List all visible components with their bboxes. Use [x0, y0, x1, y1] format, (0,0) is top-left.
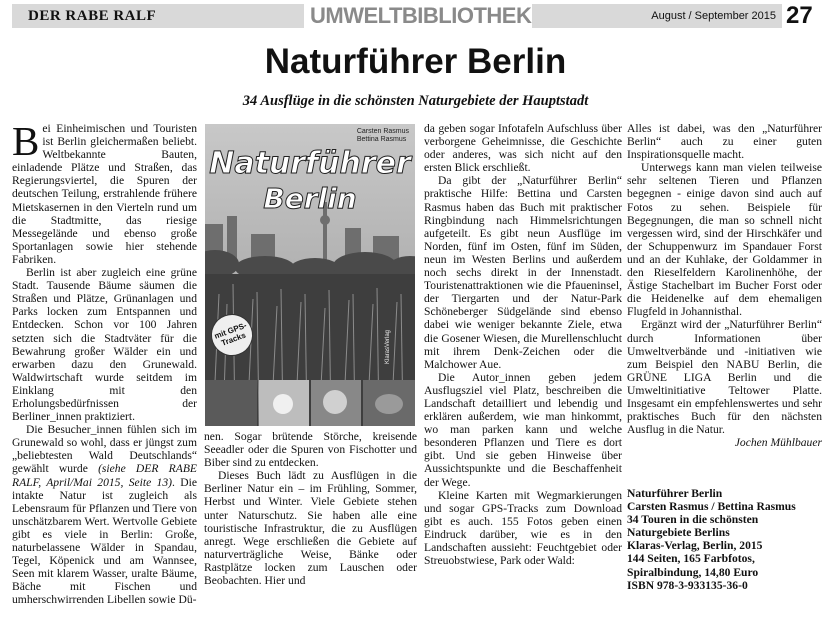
cover-title-line1: Naturführer — [209, 146, 411, 181]
book-title: Naturführer Berlin — [627, 487, 723, 500]
cross-reference: (siehe DER RABE RALF, April/Mai 2015, Seite 13) — [12, 462, 197, 489]
paragraph: da geben sogar Infotafeln Aufschluss über verborgene Geheimnisse, die Geschichte oder anderes, was sich nicht auf den ersten Blick erschließt. — [424, 122, 622, 175]
book-authors: Carsten Rasmus / Bettina Rasmus — [627, 500, 796, 514]
article-subtitle: 34 Ausflüge in die schönsten Naturgebiete der Hauptstadt — [242, 93, 589, 109]
author-signature: Jochen Mühlbauer — [734, 436, 822, 450]
paragraph: Da gibt der „Naturführer Berlin“ praktische Hilfe: Bettina und Carsten Rasmus haben das Buch mit praktischer Ringbindung nach Himmelsrichtungen aufgeteilt. Es gibt neun Ausflüge im Norden, fünf im Osten, fünf im Süden, neun im Westen Berlins und außerdem noch sechs direkt in der Innenstadt. Touristenattraktionen wie die Pfaueninsel, der Tiergarten und der Natur-Park Schöneberger Südgelände sind ebenso dabei wie weniger bekannte Ziele, etwa die Gosener Wiesen, die Murellenschlucht mit ihrem Denk-Zeichen oder die Malchower Aue. — [424, 174, 622, 371]
page-header — [0, 0, 831, 34]
paragraph — [12, 423, 197, 606]
article-column-4 — [627, 122, 822, 482]
paragraph: Ergänzt wird der „Naturführer Berlin“ durch Informationen über Umweltverbände und -initiativen wie zum Beispiel den NABU Berlin, die GRÜNE LIGA Berlin und die Umweltinitiative Teltower Platte. Insgesamt ein empfehlenswertes und sehr praktisches Buch für den nächsten Ausflug in die Natur. — [627, 318, 822, 437]
cover-title-line2: Berlin — [263, 182, 357, 215]
drop-cap: B — [12, 118, 40, 164]
paragraph: Dieses Buch lädt zu Ausflügen in die Berliner Natur ein – im Frühling, Sommer, Herbst und Winter. Viele Gebiete stehen unter Naturschutz. Sie haben alle eine touristische Infrastruktur, die zu Ausflügen anregt. Wege erschließen die Gebiete auf naturverträgliche Weise, Bänke oder Rastplätze locken zum Lauschen oder Beobachten. Hier und — [204, 469, 417, 588]
paragraph: Unterwegs kann man vielen teilweise sehr seltenen Tieren und Pflanzen begegnen - einige davon sind auch auf Fotos zu sehen. Beispiele für Begegnungen, die man so schnell nicht vergessen wird, sind der Hirschkäfer und der Schuppenwurz im Spandauer Forst und an der Kuhlake, der Goldammer in den Rieselfeldern Karolinenhöhe, der Ästige Stachelbart im Bucher Forst oder die Heidenelke auf dem ehemaligen Flugfeld in Johannisthal. — [627, 161, 822, 319]
book-details: 144 Seiten, 165 Farbfotos, Spiralbindung, 14,80 Euro — [627, 552, 759, 579]
article-column-3 — [424, 122, 622, 622]
cover-authors: Carsten Rasmus Bettina Rasmus — [356, 128, 409, 143]
paragraph: Alles ist dabei, was den „Naturführer Berlin“ auch zu einer guten Inspirationsquelle macht. — [627, 122, 822, 162]
paragraph: Berlin ist aber zugleich eine grüne Stadt. Tausende Bäume säumen die Straßen und Plätze, Grünanlagen und Parks locken zum Entspannen und Entdecken. Schon vor 100 Jahren setzten sich die Stadtväter für die Bewahrung großer Wälder ein und erwarben dazu den Grunewald. Waldwirtschaft wurde seitdem im Einklang mit den Erholungsbedürfnissen der Berliner_innen praktiziert. — [12, 266, 197, 424]
article-column-1 — [12, 118, 197, 622]
paragraph: Die Autor_innen geben jedem Ausflugsziel viel Platz, beschreiben die Landschaft detailliert und lebendig und erklären außerdem, wie man hinkommt, wo man parken kann und welche besonderen Pflanzen und Tiere es dort gibt. Und sie geben Hinweise über Aussichtspunkte und die Beschaffenheit der Wege. — [424, 370, 622, 489]
issue-date: August / September 2015 — [532, 4, 782, 28]
book-subtitle: 34 Touren in die schönsten Naturgebiete Berlins — [627, 513, 759, 540]
book-publisher: Klaras-Verlag, Berlin, 2015 — [627, 539, 763, 553]
book-isbn: ISBN 978-3-933135-36-0 — [627, 578, 748, 592]
article-column-2 — [204, 430, 417, 625]
paragraph: Kleine Karten mit Wegmarkierungen und sogar GPS-Tracks zum Download gibt es auch. 155 Fotos geben einen Eindruck darüber, wie es in den Landschaften aussieht: Feuchtgebiet oder Streuobstwiese, Park oder Wald: — [424, 488, 622, 568]
section-title: UMWELTBIBLIOTHEK — [310, 3, 532, 28]
page-number: 27 — [786, 2, 813, 29]
book-info — [627, 487, 822, 592]
paragraph-text: ei Einheimischen und Touristen ist Berlin gleichermaßen beliebt. Weltbekannte Bauten, einladende Plätze und Straßen, das Regierungsviertel, die Spuren der deutschen Teilung, erstrahlende frühere Mietskasernen in den Vierteln rund um die Stadtmitte, das riesige Messegelände und ebenso große Sportanlagen sowie hier stehende Fabriken. — [12, 122, 197, 266]
paragraph: nen. Sogar brütende Störche, kreisende Seeadler oder die Spuren von Fischotter und Biber sind zu entdecken. — [204, 430, 417, 470]
paragraph-text: Die Besucher_innen fühlen sich im Grunewald so wohl, dass er jüngst zum „beliebtesten Wald Deutschlands“ gewählt wurde — [12, 423, 197, 476]
gps-badge-text: mit GPS-Tracks — [213, 320, 248, 348]
book-cover-image — [205, 124, 415, 426]
publication-name: DER RABE RALF — [12, 4, 304, 28]
paragraph-text: . Die intakte Natur ist zugleich als Lebensraum für Pflanzen und Tiere von unschätzbarem Wert. Wertvolle Gebiete gibt es viele in Berlin: Große, naturbelassene Wälder in Spandau, Tegel, Köpenick und am Wannsee, Seen mit klarem Wasser, uralte Bäume, Bäche mit Fischen und umherschwirrenden Libellen sowie Dü- — [12, 475, 197, 607]
paragraph — [12, 118, 197, 266]
publisher-logo: KlarasVerlag — [385, 329, 391, 364]
article-title: Naturführer Berlin — [264, 42, 567, 81]
